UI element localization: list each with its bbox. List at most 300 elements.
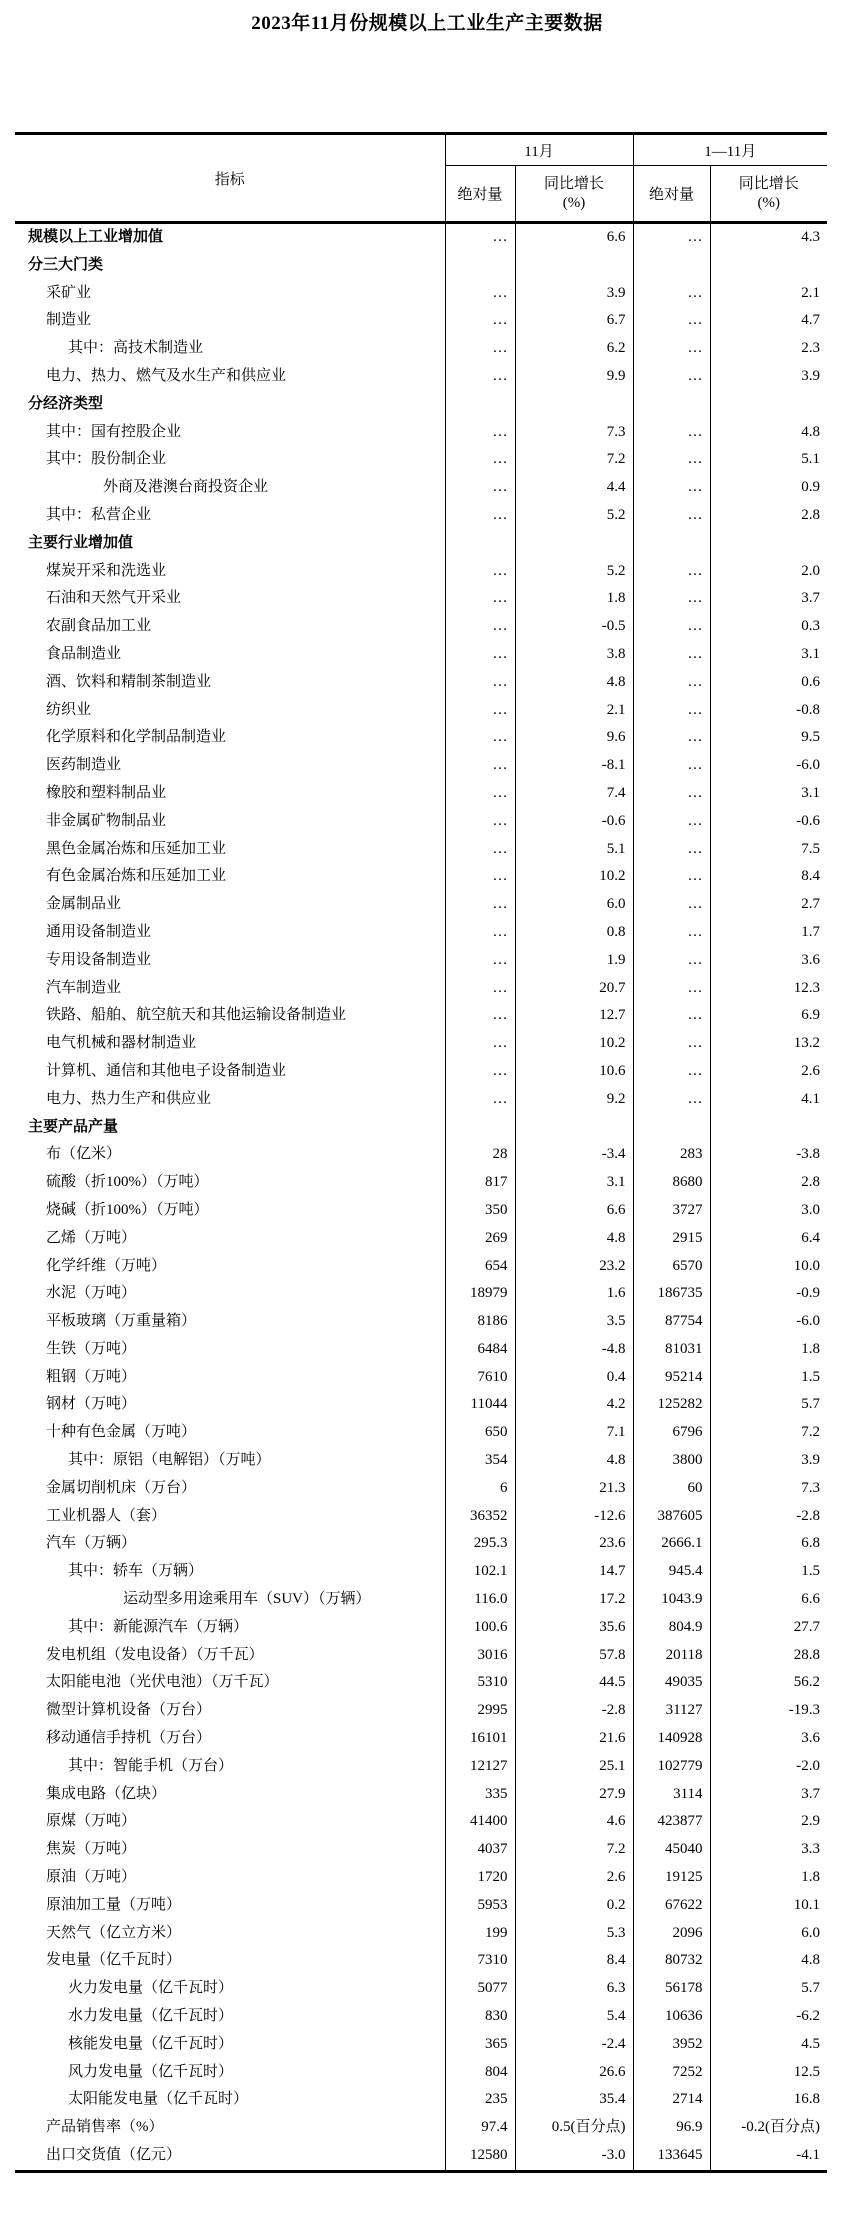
nov-yoy-cell	[515, 1114, 633, 1142]
nov-yoy-cell: 8.4	[515, 1947, 633, 1975]
nov-yoy-cell: -0.6	[515, 808, 633, 836]
cum-yoy-cell: 10.0	[793, 1257, 821, 1274]
cum-absolute-cell: …	[633, 1030, 710, 1058]
table-row	[15, 363, 827, 391]
table-row	[15, 1447, 827, 1475]
nov-absolute-cell	[445, 252, 515, 280]
indicator-cell: 通用设备制造业	[15, 919, 445, 947]
cum-yoy-cell: -4.1	[796, 2147, 821, 2163]
cum-yoy-cell: 4.1	[801, 1090, 821, 1107]
cum-yoy-cell: -0.6	[796, 812, 821, 829]
indicator-cell: 金属切削机床（万台）	[15, 1475, 445, 1503]
indicator-cell: 乙烯（万吨）	[15, 1225, 445, 1253]
cum-yoy-cell: -6.2	[796, 2008, 821, 2025]
table-row	[15, 1169, 827, 1197]
indicator-cell: 发电机组（发电设备）（万千瓦）	[15, 1642, 445, 1670]
cum-absolute-cell: 2714	[633, 2086, 710, 2114]
cum-absolute-cell: 423877	[633, 1808, 710, 1836]
cum-absolute-cell: 81031	[633, 1336, 710, 1364]
nov-yoy-cell: 57.8	[515, 1642, 633, 1670]
table-row	[15, 1614, 827, 1642]
cum-absolute-cell: …	[633, 335, 710, 363]
cum-absolute-cell: 102779	[633, 1753, 710, 1781]
nov-absolute-cell: …	[445, 307, 515, 335]
cum-absolute-cell: …	[633, 669, 710, 697]
nov-absolute-cell: …	[445, 752, 515, 780]
cum-yoy-cell: 5.7	[801, 1396, 821, 1413]
indicator-cell: 产品销售率（%）	[15, 2114, 445, 2142]
cum-yoy-cell: 4.8	[801, 423, 821, 440]
indicator-cell: 金属制品业	[15, 891, 445, 919]
nov-absolute-cell: 12127	[445, 1753, 515, 1781]
nov-absolute-cell: 8186	[445, 1308, 515, 1336]
nov-absolute-cell: 18979	[445, 1280, 515, 1308]
nov-absolute-cell	[445, 1114, 515, 1142]
indicator-cell: 纺织业	[15, 697, 445, 725]
cum-yoy-cell: -2.0	[796, 1757, 821, 1774]
cum-yoy-cell: 3.9	[801, 1452, 821, 1469]
indicator-cell: 原油（万吨）	[15, 1864, 445, 1892]
cum-yoy-cell: 3.6	[801, 951, 821, 968]
cum-absolute-cell: …	[633, 363, 710, 391]
table-row	[15, 1002, 827, 1030]
indicator-cell: 原油加工量（万吨）	[15, 1892, 445, 1920]
table-row	[15, 335, 827, 363]
cum-yoy-cell: 13.2	[793, 1035, 821, 1052]
cum-yoy-cell: 12.5	[793, 2063, 821, 2080]
indicator-cell: 制造业	[15, 307, 445, 335]
cum-yoy-cell: 4.5	[801, 2035, 821, 2052]
cum-yoy-header-line2: (%)	[757, 194, 781, 211]
nov-yoy-cell: 6.0	[515, 891, 633, 919]
nov-absolute-cell: 7310	[445, 1947, 515, 1975]
cum-absolute-cell: 10636	[633, 2003, 710, 2031]
table-row	[15, 1419, 827, 1447]
table-row	[15, 2059, 827, 2087]
nov-yoy-cell: 10.6	[515, 1058, 633, 1086]
cum-absolute-cell: …	[633, 836, 710, 864]
cum-yoy-cell: 1.8	[801, 1340, 821, 1357]
nov-yoy-cell: 4.8	[515, 1225, 633, 1253]
indicator-cell: 风力发电量（亿千瓦时）	[15, 2059, 445, 2087]
cum-yoy-cell	[710, 530, 827, 558]
nov-yoy-cell: 7.3	[515, 419, 633, 447]
nov-yoy-cell: 26.6	[515, 2059, 633, 2087]
cum-absolute-cell: …	[633, 585, 710, 613]
cum-yoy-cell: 16.8	[793, 2091, 821, 2108]
nov-absolute-cell: …	[445, 363, 515, 391]
cum-yoy-cell	[710, 391, 827, 419]
nov-absolute-cell: …	[445, 780, 515, 808]
table-row	[15, 947, 827, 975]
table-row	[15, 585, 827, 613]
cum-absolute-cell: 67622	[633, 1892, 710, 1920]
cum-yoy-cell: -0.2(百分点)	[741, 2119, 821, 2136]
nov-yoy-cell: 12.7	[515, 1002, 633, 1030]
nov-yoy-cell: -8.1	[515, 752, 633, 780]
nov-absolute-cell: …	[445, 1030, 515, 1058]
indicator-cell: 水泥（万吨）	[15, 1280, 445, 1308]
nov-absolute-cell: 354	[445, 1447, 515, 1475]
table-row	[15, 1475, 827, 1503]
indicator-cell: 布（亿米）	[15, 1141, 445, 1169]
nov-absolute-cell: …	[445, 280, 515, 308]
november-group-header: 11月	[445, 134, 633, 166]
nov-yoy-cell: 20.7	[515, 975, 633, 1003]
cum-absolute-cell: 3800	[633, 1447, 710, 1475]
nov-absolute-cell: …	[445, 558, 515, 586]
cum-yoy-header	[710, 166, 827, 223]
cum-yoy-cell: 0.9	[801, 479, 821, 496]
nov-yoy-cell: 23.2	[515, 1252, 633, 1280]
nov-yoy-cell: 6.3	[515, 1975, 633, 2003]
cum-yoy-cell: 0.6	[801, 673, 821, 690]
cum-absolute-cell: …	[633, 307, 710, 335]
nov-yoy-cell: 5.3	[515, 1920, 633, 1948]
cum-absolute-cell: 1043.9	[633, 1586, 710, 1614]
cum-yoy-cell: 1.7	[801, 923, 821, 940]
nov-absolute-cell: 817	[445, 1169, 515, 1197]
indicator-cell: 主要行业增加值	[15, 530, 445, 558]
nov-absolute-cell: 97.4	[445, 2114, 515, 2142]
table-row	[15, 1558, 827, 1586]
indicator-cell: 化学纤维（万吨）	[15, 1252, 445, 1280]
nov-absolute-cell: 295.3	[445, 1530, 515, 1558]
nov-yoy-cell: 17.2	[515, 1586, 633, 1614]
cum-yoy-cell: 7.5	[801, 840, 821, 857]
nov-absolute-cell: 654	[445, 1252, 515, 1280]
cum-absolute-cell: …	[633, 780, 710, 808]
indicator-cell: 移动通信手持机（万台）	[15, 1725, 445, 1753]
table-row	[15, 2142, 827, 2171]
indicator-cell: 工业机器人（套）	[15, 1503, 445, 1531]
cum-absolute-cell: 3952	[633, 2031, 710, 2059]
cum-yoy-cell: 4.3	[801, 229, 821, 246]
cum-absolute-cell: …	[633, 697, 710, 725]
nov-absolute-cell: …	[445, 335, 515, 363]
nov-yoy-cell: 7.2	[515, 446, 633, 474]
nov-absolute-cell: …	[445, 641, 515, 669]
nov-absolute-cell: …	[445, 863, 515, 891]
indicator-cell: 医药制造业	[15, 752, 445, 780]
table-row	[15, 446, 827, 474]
cum-yoy-cell: 4.8	[801, 1952, 821, 1969]
nov-yoy-cell: 1.6	[515, 1280, 633, 1308]
cum-yoy-cell: 10.1	[793, 1896, 821, 1913]
cum-yoy-cell: 7.3	[801, 1479, 821, 1496]
cum-absolute-cell: 2096	[633, 1920, 710, 1948]
table-row	[15, 1086, 827, 1114]
cum-yoy-cell: 6.6	[801, 1591, 821, 1608]
table-row	[15, 252, 827, 280]
nov-absolute-cell: 335	[445, 1781, 515, 1809]
nov-yoy-cell: 9.6	[515, 724, 633, 752]
cum-absolute-cell: 125282	[633, 1391, 710, 1419]
nov-yoy-cell: 3.1	[515, 1169, 633, 1197]
nov-yoy-cell: 4.4	[515, 474, 633, 502]
indicator-cell: 汽车制造业	[15, 975, 445, 1003]
cum-absolute-cell: 6570	[633, 1252, 710, 1280]
table-row	[15, 1141, 827, 1169]
indicator-cell: 硫酸（折100%）（万吨）	[15, 1169, 445, 1197]
table-row	[15, 419, 827, 447]
cum-absolute-cell: 804.9	[633, 1614, 710, 1642]
indicator-cell: 其中：新能源汽车（万辆）	[15, 1614, 445, 1642]
nov-yoy-cell: 4.8	[515, 669, 633, 697]
cum-absolute-cell: …	[633, 975, 710, 1003]
cum-absolute-cell: …	[633, 1058, 710, 1086]
nov-yoy-cell: 21.3	[515, 1475, 633, 1503]
indicator-cell: 铁路、船舶、航空航天和其他运输设备制造业	[15, 1002, 445, 1030]
indicator-cell: 主要产品产量	[15, 1114, 445, 1142]
indicator-column-header: 指标	[15, 134, 445, 223]
header-group-row	[15, 134, 827, 166]
cum-absolute-cell: 186735	[633, 1280, 710, 1308]
nov-yoy-cell: -0.5	[515, 613, 633, 641]
nov-yoy-cell: 3.9	[515, 280, 633, 308]
nov-absolute-cell: …	[445, 223, 515, 252]
nov-absolute-cell: …	[445, 836, 515, 864]
table-row	[15, 530, 827, 558]
cum-yoy-header-line1: 同比增长	[738, 175, 799, 192]
nov-yoy-header-line2: (%)	[562, 194, 586, 211]
indicator-cell: 天然气（亿立方米）	[15, 1920, 445, 1948]
indicator-cell: 其中：国有控股企业	[15, 419, 445, 447]
nov-absolute-cell: …	[445, 446, 515, 474]
nov-absolute-cell: 2995	[445, 1697, 515, 1725]
nov-absolute-cell: …	[445, 697, 515, 725]
table-row	[15, 1947, 827, 1975]
nov-absolute-cell: 5310	[445, 1669, 515, 1697]
nov-yoy-cell: -3.4	[515, 1141, 633, 1169]
cum-yoy-cell: -2.8	[796, 1507, 821, 1524]
nov-absolute-cell: …	[445, 1002, 515, 1030]
nov-absolute-cell: 235	[445, 2086, 515, 2114]
indicator-cell: 专用设备制造业	[15, 947, 445, 975]
nov-absolute-cell: 6	[445, 1475, 515, 1503]
cum-absolute-cell: …	[633, 808, 710, 836]
cum-yoy-cell: 3.7	[801, 590, 821, 607]
nov-yoy-cell: 5.2	[515, 502, 633, 530]
table-row	[15, 975, 827, 1003]
table-row	[15, 1586, 827, 1614]
nov-yoy-cell: -2.8	[515, 1697, 633, 1725]
cum-absolute-cell: …	[633, 1086, 710, 1114]
indicator-cell: 集成电路（亿块）	[15, 1781, 445, 1809]
cum-absolute-cell: 2666.1	[633, 1530, 710, 1558]
table-row	[15, 1864, 827, 1892]
nov-absolute-cell: …	[445, 808, 515, 836]
table-row	[15, 1781, 827, 1809]
table-row	[15, 891, 827, 919]
nov-absolute-cell: 41400	[445, 1808, 515, 1836]
indicator-cell: 焦炭（万吨）	[15, 1836, 445, 1864]
industrial-production-table	[15, 132, 827, 2173]
indicator-cell: 化学原料和化学制品制造业	[15, 724, 445, 752]
nov-yoy-cell: 6.6	[515, 1197, 633, 1225]
table-row	[15, 1920, 827, 1948]
cum-absolute-cell: 56178	[633, 1975, 710, 2003]
nov-yoy-cell: 10.2	[515, 1030, 633, 1058]
cum-yoy-cell: 2.8	[801, 506, 821, 523]
table-row	[15, 307, 827, 335]
nov-yoy-cell: 1.9	[515, 947, 633, 975]
table-row	[15, 391, 827, 419]
table-row	[15, 780, 827, 808]
cum-yoy-cell: -6.0	[796, 757, 821, 774]
table-row	[15, 1114, 827, 1142]
table-row	[15, 1058, 827, 1086]
nov-yoy-cell: 27.9	[515, 1781, 633, 1809]
indicator-cell: 其中：原铝（电解铝）（万吨）	[15, 1447, 445, 1475]
cum-absolute-cell: 6796	[633, 1419, 710, 1447]
nov-yoy-cell: 5.1	[515, 836, 633, 864]
nov-absolute-cell: 28	[445, 1141, 515, 1169]
cum-yoy-cell: 12.3	[793, 979, 821, 996]
table-row	[15, 1753, 827, 1781]
nov-absolute-cell: 5953	[445, 1892, 515, 1920]
nov-yoy-cell: 4.6	[515, 1808, 633, 1836]
table-row	[15, 919, 827, 947]
table-row	[15, 1697, 827, 1725]
nov-yoy-cell: -3.0	[515, 2142, 633, 2171]
table-row	[15, 697, 827, 725]
indicator-cell: 其中：高技术制造业	[15, 335, 445, 363]
indicator-cell: 太阳能电池（光伏电池）（万千瓦）	[15, 1669, 445, 1697]
cum-absolute-cell: 945.4	[633, 1558, 710, 1586]
nov-yoy-cell: 1.8	[515, 585, 633, 613]
indicator-cell: 农副食品加工业	[15, 613, 445, 641]
table-row	[15, 223, 827, 252]
nov-absolute-cell: …	[445, 502, 515, 530]
table-row	[15, 1642, 827, 1670]
nov-yoy-header-line1: 同比增长	[544, 175, 605, 192]
nov-absolute-cell: 350	[445, 1197, 515, 1225]
table-row	[15, 1197, 827, 1225]
table-row	[15, 1669, 827, 1697]
cum-yoy-cell: -19.3	[788, 1702, 821, 1719]
table-row	[15, 1892, 827, 1920]
table-row	[15, 613, 827, 641]
indicator-cell: 分三大门类	[15, 252, 445, 280]
nov-absolute-cell: 102.1	[445, 1558, 515, 1586]
cum-absolute-cell: 8680	[633, 1169, 710, 1197]
cum-yoy-cell: 2.3	[801, 340, 821, 357]
cum-yoy-cell: 3.9	[801, 368, 821, 384]
indicator-cell: 火力发电量（亿千瓦时）	[15, 1975, 445, 2003]
nov-absolute-cell: 269	[445, 1225, 515, 1253]
cum-absolute-cell: …	[633, 947, 710, 975]
cum-absolute-cell	[633, 1114, 710, 1142]
indicator-cell: 十种有色金属（万吨）	[15, 1419, 445, 1447]
cum-absolute-cell: …	[633, 446, 710, 474]
table-row	[15, 1030, 827, 1058]
nov-yoy-cell: 7.1	[515, 1419, 633, 1447]
cum-absolute-cell: 3727	[633, 1197, 710, 1225]
cum-absolute-cell: …	[633, 752, 710, 780]
table-row	[15, 641, 827, 669]
cum-absolute-cell: 283	[633, 1141, 710, 1169]
indicator-cell: 微型计算机设备（万台）	[15, 1697, 445, 1725]
nov-yoy-cell: 23.6	[515, 1530, 633, 1558]
nov-absolute-cell: …	[445, 585, 515, 613]
nov-absolute-cell: …	[445, 919, 515, 947]
indicator-cell: 煤炭开采和洗选业	[15, 558, 445, 586]
indicator-cell: 计算机、通信和其他电子设备制造业	[15, 1058, 445, 1086]
indicator-cell: 其中：股份制企业	[15, 446, 445, 474]
nov-absolute-cell: …	[445, 1058, 515, 1086]
nov-absolute-cell: 11044	[445, 1391, 515, 1419]
cum-yoy-cell: 4.7	[801, 312, 821, 329]
nov-absolute-cell: 1720	[445, 1864, 515, 1892]
cum-absolute-cell: 133645	[633, 2142, 710, 2171]
nov-absolute-cell: …	[445, 724, 515, 752]
cum-absolute-cell: 20118	[633, 1642, 710, 1670]
indicator-cell: 酒、饮料和精制茶制造业	[15, 669, 445, 697]
table-body	[15, 223, 827, 2172]
indicator-cell: 黑色金属冶炼和压延加工业	[15, 836, 445, 864]
cum-absolute-cell: …	[633, 558, 710, 586]
nov-yoy-cell: 0.4	[515, 1364, 633, 1392]
nov-yoy-cell: 6.2	[515, 335, 633, 363]
table-row	[15, 502, 827, 530]
nov-absolute-cell: 6484	[445, 1336, 515, 1364]
nov-yoy-cell: 9.9	[515, 363, 633, 391]
cum-yoy-cell: 6.0	[801, 1924, 821, 1941]
table-row	[15, 808, 827, 836]
indicator-cell: 非金属矿物制品业	[15, 808, 445, 836]
indicator-cell: 有色金属冶炼和压延加工业	[15, 863, 445, 891]
cum-yoy-cell: 2.6	[801, 1062, 821, 1079]
cum-absolute-cell	[633, 252, 710, 280]
cum-yoy-cell: 6.9	[801, 1007, 821, 1024]
nov-yoy-cell: 2.6	[515, 1864, 633, 1892]
indicator-cell: 平板玻璃（万重量箱）	[15, 1308, 445, 1336]
cum-absolute-cell: 96.9	[633, 2114, 710, 2142]
nov-yoy-cell: 10.2	[515, 863, 633, 891]
indicator-cell: 食品制造业	[15, 641, 445, 669]
indicator-cell: 出口交货值（亿元）	[15, 2142, 445, 2171]
cum-absolute-cell: …	[633, 891, 710, 919]
cum-absolute-header: 绝对量	[633, 166, 710, 223]
nov-yoy-header	[515, 166, 633, 223]
table-row	[15, 1391, 827, 1419]
nov-yoy-cell: 9.2	[515, 1086, 633, 1114]
cum-yoy-cell: 1.5	[801, 1368, 821, 1385]
cum-yoy-cell: 3.6	[801, 1730, 821, 1747]
nov-yoy-cell: -2.4	[515, 2031, 633, 2059]
indicator-cell: 其中：智能手机（万台）	[15, 1753, 445, 1781]
nov-absolute-cell: …	[445, 975, 515, 1003]
table-row	[15, 280, 827, 308]
cum-yoy-cell	[710, 1114, 827, 1142]
nov-yoy-cell: 35.4	[515, 2086, 633, 2114]
cum-absolute-cell: …	[633, 1002, 710, 1030]
table-row	[15, 2031, 827, 2059]
indicator-cell: 生铁（万吨）	[15, 1336, 445, 1364]
indicator-cell: 规模以上工业增加值	[15, 223, 445, 252]
cum-yoy-cell: 9.5	[801, 729, 821, 746]
nov-yoy-cell	[515, 391, 633, 419]
cum-absolute-cell: 80732	[633, 1947, 710, 1975]
cum-absolute-cell: 87754	[633, 1308, 710, 1336]
table-row	[15, 558, 827, 586]
indicator-cell: 原煤（万吨）	[15, 1808, 445, 1836]
cum-absolute-cell: 387605	[633, 1503, 710, 1531]
nov-absolute-cell: 3016	[445, 1642, 515, 1670]
cum-absolute-cell: 140928	[633, 1725, 710, 1753]
cum-yoy-cell: -6.0	[796, 1313, 821, 1330]
